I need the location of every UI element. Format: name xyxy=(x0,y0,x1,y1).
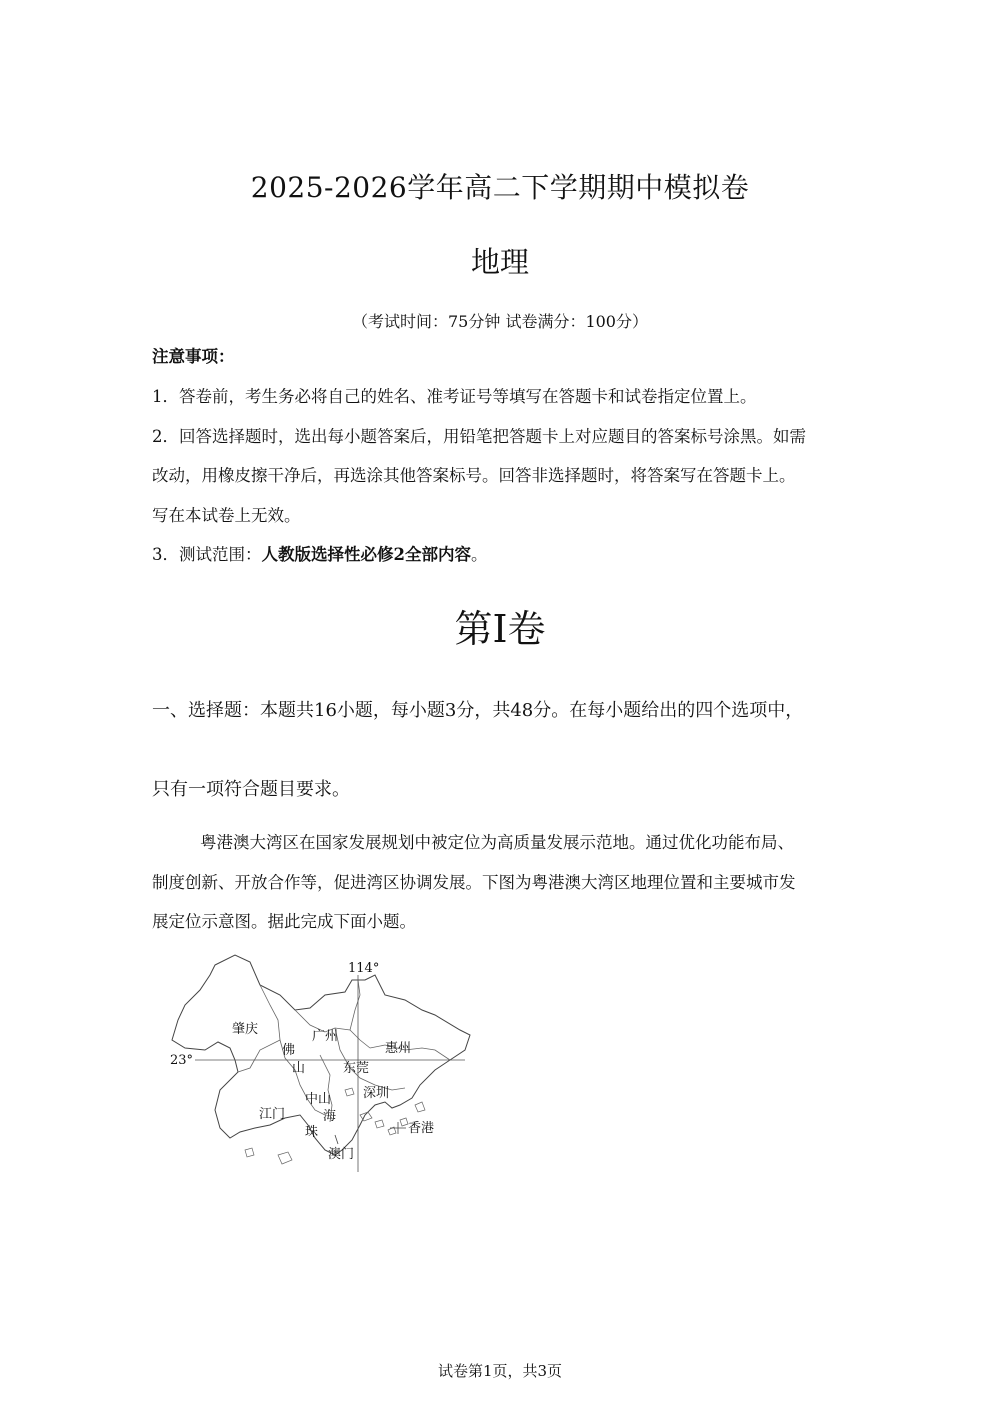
note-item-1: 1．答卷前，考生务必将自己的姓名、准考证号等填写在答题卡和试卷指定位置上。 xyxy=(152,387,757,406)
city-label-jiangmen: 江门 xyxy=(259,1107,286,1122)
city-label-dongguan: 东莞 xyxy=(343,1061,370,1076)
intro-line-1: 粤港澳大湾区在国家发展规划中被定位为高质量发展示范地。通过优化功能布局、 xyxy=(200,833,794,852)
city-label-zhuhai-2: 海 xyxy=(323,1109,337,1124)
note-item-2-line-3: 写在本试卷上无效。 xyxy=(152,506,301,525)
note-item-3-suffix: 。 xyxy=(470,545,488,564)
exam-info: （考试时间：75分钟 试卷满分：100分） xyxy=(352,312,648,331)
notes-heading: 注意事项： xyxy=(152,347,235,366)
note-item-3-scope: 人教版选择性必修2全部内容 xyxy=(261,545,471,564)
city-label-zhaoqing: 肇庆 xyxy=(232,1022,259,1037)
city-label-macau: 澳门 xyxy=(328,1147,355,1162)
page-footer: 试卷第1页，共3页 xyxy=(437,1362,563,1380)
note-item-2-line-2: 改动，用橡皮擦干净后，再选涂其他答案标号。回答非选择题时，将答案写在答题卡上。 xyxy=(152,466,796,485)
intro-line-2: 制度创新、开放合作等，促进湾区协调发展。下图为粤港澳大湾区地理位置和主要城市发 xyxy=(152,873,796,892)
note-item-3-prefix: 3．测试范围： xyxy=(152,545,262,564)
city-label-shenzhen: 深圳 xyxy=(363,1086,390,1101)
note-item-2-line-1: 2．回答选择题时，选出每小题答案后，用铅笔把答题卡上对应题目的答案标号涂黑。如需 xyxy=(152,427,806,446)
hongkong-leader-line xyxy=(390,1122,406,1134)
city-label-foshan-2: 山 xyxy=(292,1061,306,1076)
volume-title: 第Ⅰ卷 xyxy=(454,607,546,651)
city-label-zhongshan: 中山 xyxy=(305,1092,332,1107)
page-title: 2025-2026学年高二下学期期中模拟卷 xyxy=(250,171,750,204)
city-label-huizhou: 惠州 xyxy=(385,1041,412,1056)
city-label-guangzhou: 广州 xyxy=(312,1029,339,1044)
macau-leader-line xyxy=(335,1135,338,1144)
city-label-zhuhai-1: 珠 xyxy=(305,1125,319,1140)
section-instruction-line-2: 只有一项符合题目要求。 xyxy=(152,779,350,800)
map-city-boundaries xyxy=(238,980,450,1122)
longitude-label: 114° xyxy=(348,961,380,976)
subject-title: 地理 xyxy=(470,245,529,279)
section-instruction-line-1: 一、选择题：本题共16小题，每小题3分，共48分。在每小题给出的四个选项中， xyxy=(152,700,804,721)
note-item-3 xyxy=(152,547,487,564)
intro-line-3: 展定位示意图。据此完成下面小题。 xyxy=(152,912,416,931)
latitude-label: 23° xyxy=(170,1053,194,1068)
bay-area-map xyxy=(160,950,480,1180)
city-label-hongkong: 香港 xyxy=(408,1121,435,1136)
city-label-foshan-1: 佛 xyxy=(282,1043,296,1058)
